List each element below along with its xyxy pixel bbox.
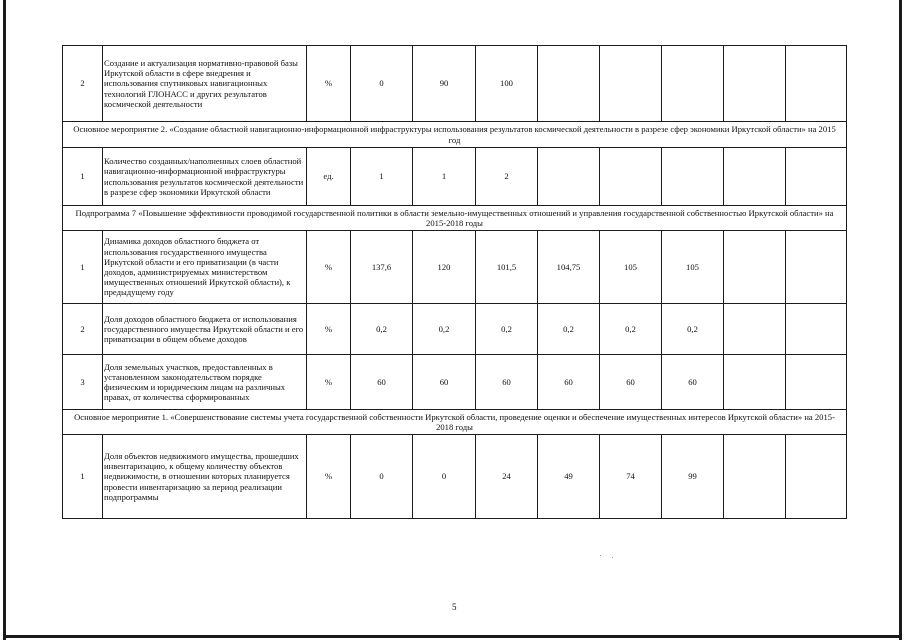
indicator-name: Доля объектов недвижимого имущества, прошедших инвентаризацию, к общему количеству объектов недвижимости, в отношении которых планируется провести инвентаризацию за период реализации подпрограммы — [103, 435, 307, 519]
value-cell — [724, 435, 786, 519]
value-cell — [662, 148, 724, 206]
table-row — [63, 304, 847, 355]
row-number: 1 — [63, 231, 103, 304]
value-cell: 105 — [600, 231, 662, 304]
value-cell: 137,6 — [351, 231, 413, 304]
row-number: 1 — [63, 148, 103, 206]
indicator-name: Создание и актуализация нормативно-правовой базы Иркутской области в сфере внедрения и использования спутниковых навигационных технологий ГЛОНАСС и других результатов космической деятельности — [103, 46, 307, 122]
table-row — [63, 46, 847, 122]
row-number: 3 — [63, 355, 103, 410]
section-title: Основное мероприятие 2. «Создание областной навигационно-информационной инфраструктуры использования результатов космической деятельности в разрезе сфер экономики Иркутской области» на 2015 год — [63, 122, 847, 148]
value-cell: 60 — [476, 355, 538, 410]
value-cell: 2 — [476, 148, 538, 206]
value-cell: 49 — [538, 435, 600, 519]
value-cell — [600, 148, 662, 206]
section-row — [63, 206, 847, 231]
row-number: 1 — [63, 435, 103, 519]
scan-border-left — [3, 0, 6, 640]
value-cell — [724, 304, 786, 355]
value-cell: 0,2 — [538, 304, 600, 355]
table-row — [63, 148, 847, 206]
value-cell — [786, 46, 847, 122]
table-row — [63, 231, 847, 304]
value-cell: 104,75 — [538, 231, 600, 304]
value-cell — [786, 435, 847, 519]
value-cell: 1 — [413, 148, 476, 206]
value-cell — [662, 46, 724, 122]
value-cell: 0,2 — [351, 304, 413, 355]
value-cell: 60 — [538, 355, 600, 410]
value-cell — [538, 46, 600, 122]
value-cell — [538, 148, 600, 206]
table-row — [63, 435, 847, 519]
value-cell — [724, 46, 786, 122]
section-row — [63, 410, 847, 435]
unit-cell: % — [307, 231, 351, 304]
value-cell: 100 — [476, 46, 538, 122]
unit-cell: % — [307, 355, 351, 410]
indicator-name: Количество созданных/наполненных слоев областной навигационно-информационной инфраструктуры использования результатов космической деятельности в разрезе сфер экономики Иркутской области — [103, 148, 307, 206]
value-cell: 0,2 — [600, 304, 662, 355]
indicator-name: Доля земельных участков, предоставленных в установленном законодательством порядке физическим и юридическим лицам на различных правах, от количества сформированных — [103, 355, 307, 410]
unit-cell: % — [307, 435, 351, 519]
indicator-name: Динамика доходов областного бюджета от использования государственного имущества Иркутской области и его приватизации (в части доходов, администрируемых министерством имущественных отношений Иркутской области), к предыдущему году — [103, 231, 307, 304]
section-row — [63, 122, 847, 148]
value-cell: 60 — [600, 355, 662, 410]
value-cell: 0,2 — [413, 304, 476, 355]
unit-cell: ед. — [307, 148, 351, 206]
indicators-table — [62, 45, 847, 519]
unit-cell: % — [307, 304, 351, 355]
value-cell — [724, 355, 786, 410]
value-cell — [786, 304, 847, 355]
scan-border-right — [899, 0, 902, 640]
value-cell: 0 — [351, 46, 413, 122]
value-cell: 24 — [476, 435, 538, 519]
section-title: Подпрограмма 7 «Повышение эффективности проводимой государственной политики в области земельно-имущественных отношений и управления государственной собственностью Иркутской области» на 2015-2018 годы — [63, 206, 847, 231]
value-cell: 120 — [413, 231, 476, 304]
scan-speck — [600, 555, 601, 556]
scan-speck — [612, 557, 613, 558]
value-cell: 101,5 — [476, 231, 538, 304]
table-row — [63, 355, 847, 410]
value-cell: 0 — [413, 435, 476, 519]
value-cell — [786, 231, 847, 304]
scan-border-bottom — [3, 635, 902, 638]
value-cell: 0 — [351, 435, 413, 519]
value-cell — [786, 355, 847, 410]
unit-cell: % — [307, 46, 351, 122]
value-cell — [724, 231, 786, 304]
indicator-name: Доля доходов областного бюджета от использования государственного имущества Иркутской области и его приватизации в общем объеме доходов — [103, 304, 307, 355]
row-number: 2 — [63, 304, 103, 355]
value-cell: 60 — [351, 355, 413, 410]
value-cell: 1 — [351, 148, 413, 206]
value-cell: 0,2 — [476, 304, 538, 355]
value-cell — [786, 148, 847, 206]
value-cell: 60 — [662, 355, 724, 410]
value-cell: 60 — [413, 355, 476, 410]
value-cell: 99 — [662, 435, 724, 519]
table-body — [63, 46, 847, 519]
row-number: 2 — [63, 46, 103, 122]
value-cell — [724, 148, 786, 206]
value-cell: 74 — [600, 435, 662, 519]
section-title: Основное мероприятие 1. «Совершенствование системы учета государственной собственности Иркутской области, проведение оценки и обеспечение имущественных интересов Иркутской области» на 2015-2018 годы — [63, 410, 847, 435]
value-cell: 90 — [413, 46, 476, 122]
page-number: 5 — [452, 602, 457, 612]
value-cell: 0,2 — [662, 304, 724, 355]
value-cell: 105 — [662, 231, 724, 304]
value-cell — [600, 46, 662, 122]
